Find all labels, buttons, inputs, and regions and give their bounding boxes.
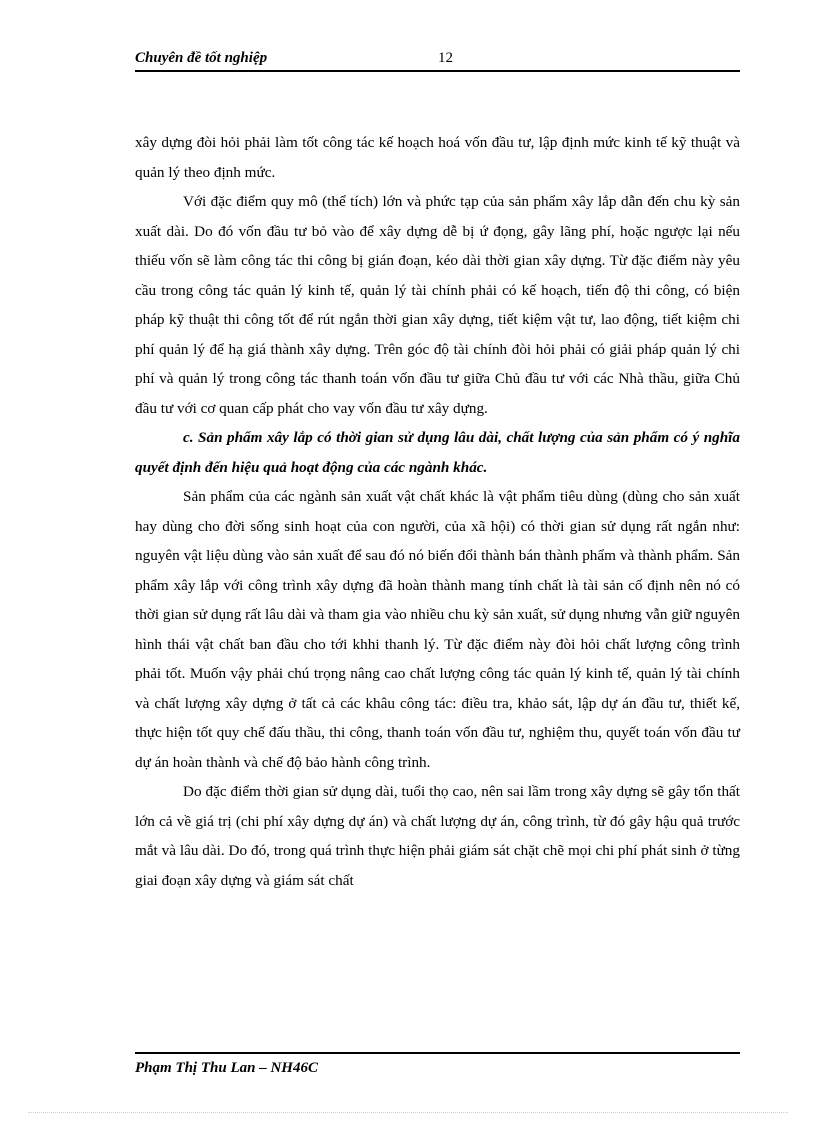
section-heading-c: c. Sản phẩm xây lắp có thời gian sử dụng lâu dài, chất lượng của sản phẩm có ý nghĩa quyết định đến hiệu quả hoạt động của các ngành khác. [135, 429, 740, 476]
page-edge-divider [28, 1112, 788, 1113]
paragraph-long-usage: Do đặc điểm thời gian sử dụng dài, tuổi thọ cao, nên sai lầm trong xây dựng sẽ gây tổn thất lớn cả về giá trị (chi phí xây dựng dự án) và chất lượng dự án, công trình, từ đó gây hậu quả trước mắt và lâu dài. Do đó, trong quá trình thực hiện phải giám sát chặt chẽ mọi chi phí phát sinh ở từng giai đoạn xây dựng và giám sát chất [135, 783, 740, 889]
paragraph-scale-complexity: Với đặc điểm quy mô (thể tích) lớn và phức tạp của sản phẩm xây lắp dẫn đến chu kỳ sản xuất dài. Do đó vốn đầu tư bỏ vào để xây dựng dễ bị ứ đọng, gây lãng phí, hoặc ngược lại nếu thiếu vốn sẽ làm công tác thi công bị gián đoạn, kéo dài thời gian xây dựng. Từ đặc điểm này yêu cầu trong công tác quản lý kinh tế, quản lý tài chính phải có kế hoạch, tiến độ thi công, có biện pháp kỹ thuật thi công tốt để rút ngắn thời gian xây dựng, tiết kiệm vật tư, lao động, tiết kiệm chi phí quản lý để hạ giá thành xây dựng. Trên góc độ tài chính đòi hỏi phải có giải pháp quản lý chi phí và quản lý trong công tác thanh toán vốn đầu tư giữa Chủ đầu tư với các Nhà thầu, giữa Chủ đầu tư với cơ quan cấp phát cho vay vốn đầu tư xây dựng. [135, 193, 740, 417]
paragraph-continuation: xây dựng đòi hỏi phải làm tốt công tác kế hoạch hoá vốn đầu tư, lập định mức kinh tế kỹ thuật và quản lý theo định mức. [135, 134, 740, 181]
page-number: 12 [438, 50, 453, 66]
document-title: Chuyên đề tốt nghiệp [135, 50, 268, 66]
author-name: Phạm Thị Thu Lan – NH46C [135, 1060, 318, 1076]
page-footer [135, 1052, 740, 1078]
paragraph-product-lifetime: Sản phẩm của các ngành sản xuất vật chất khác là vật phẩm tiêu dùng (dùng cho sản xuất hay dùng cho đời sống sinh hoạt của con người, của xã hội) có thời gian sử dụng rất ngắn như: nguyên vật liệu dùng vào sản xuất để sau đó nó biến đổi thành bán thành phẩm và thành phẩm. Sản phẩm xây lắp với công trình xây dựng đã hoàn thành mang tính chất là tài sản cố định nên nó có thời gian sử dụng rất lâu dài và tham gia vào nhiều chu kỳ sản xuất, sử dụng nhưng vẫn giữ nguyên hình thái vật chất ban đầu cho tới khhi thanh lý. Từ đặc điểm này đòi hỏi chất lượng công trình phải tốt. Muốn vậy phải chú trọng nâng cao chất lượng công tác quản lý kinh tế, quản lý tài chính và chất lượng xây dựng ở tất cả các khâu công tác: điều tra, khảo sát, lập dự án đầu tư, thiết kế, thực hiện tốt quy chế đấu thầu, thi công, thanh toán vốn đầu tư, nghiệm thu, quyết toán vốn đầu tư dự án hoàn thành và chế độ bảo hành công trình. [135, 488, 740, 771]
body-text [135, 128, 740, 895]
page-header [135, 48, 740, 72]
